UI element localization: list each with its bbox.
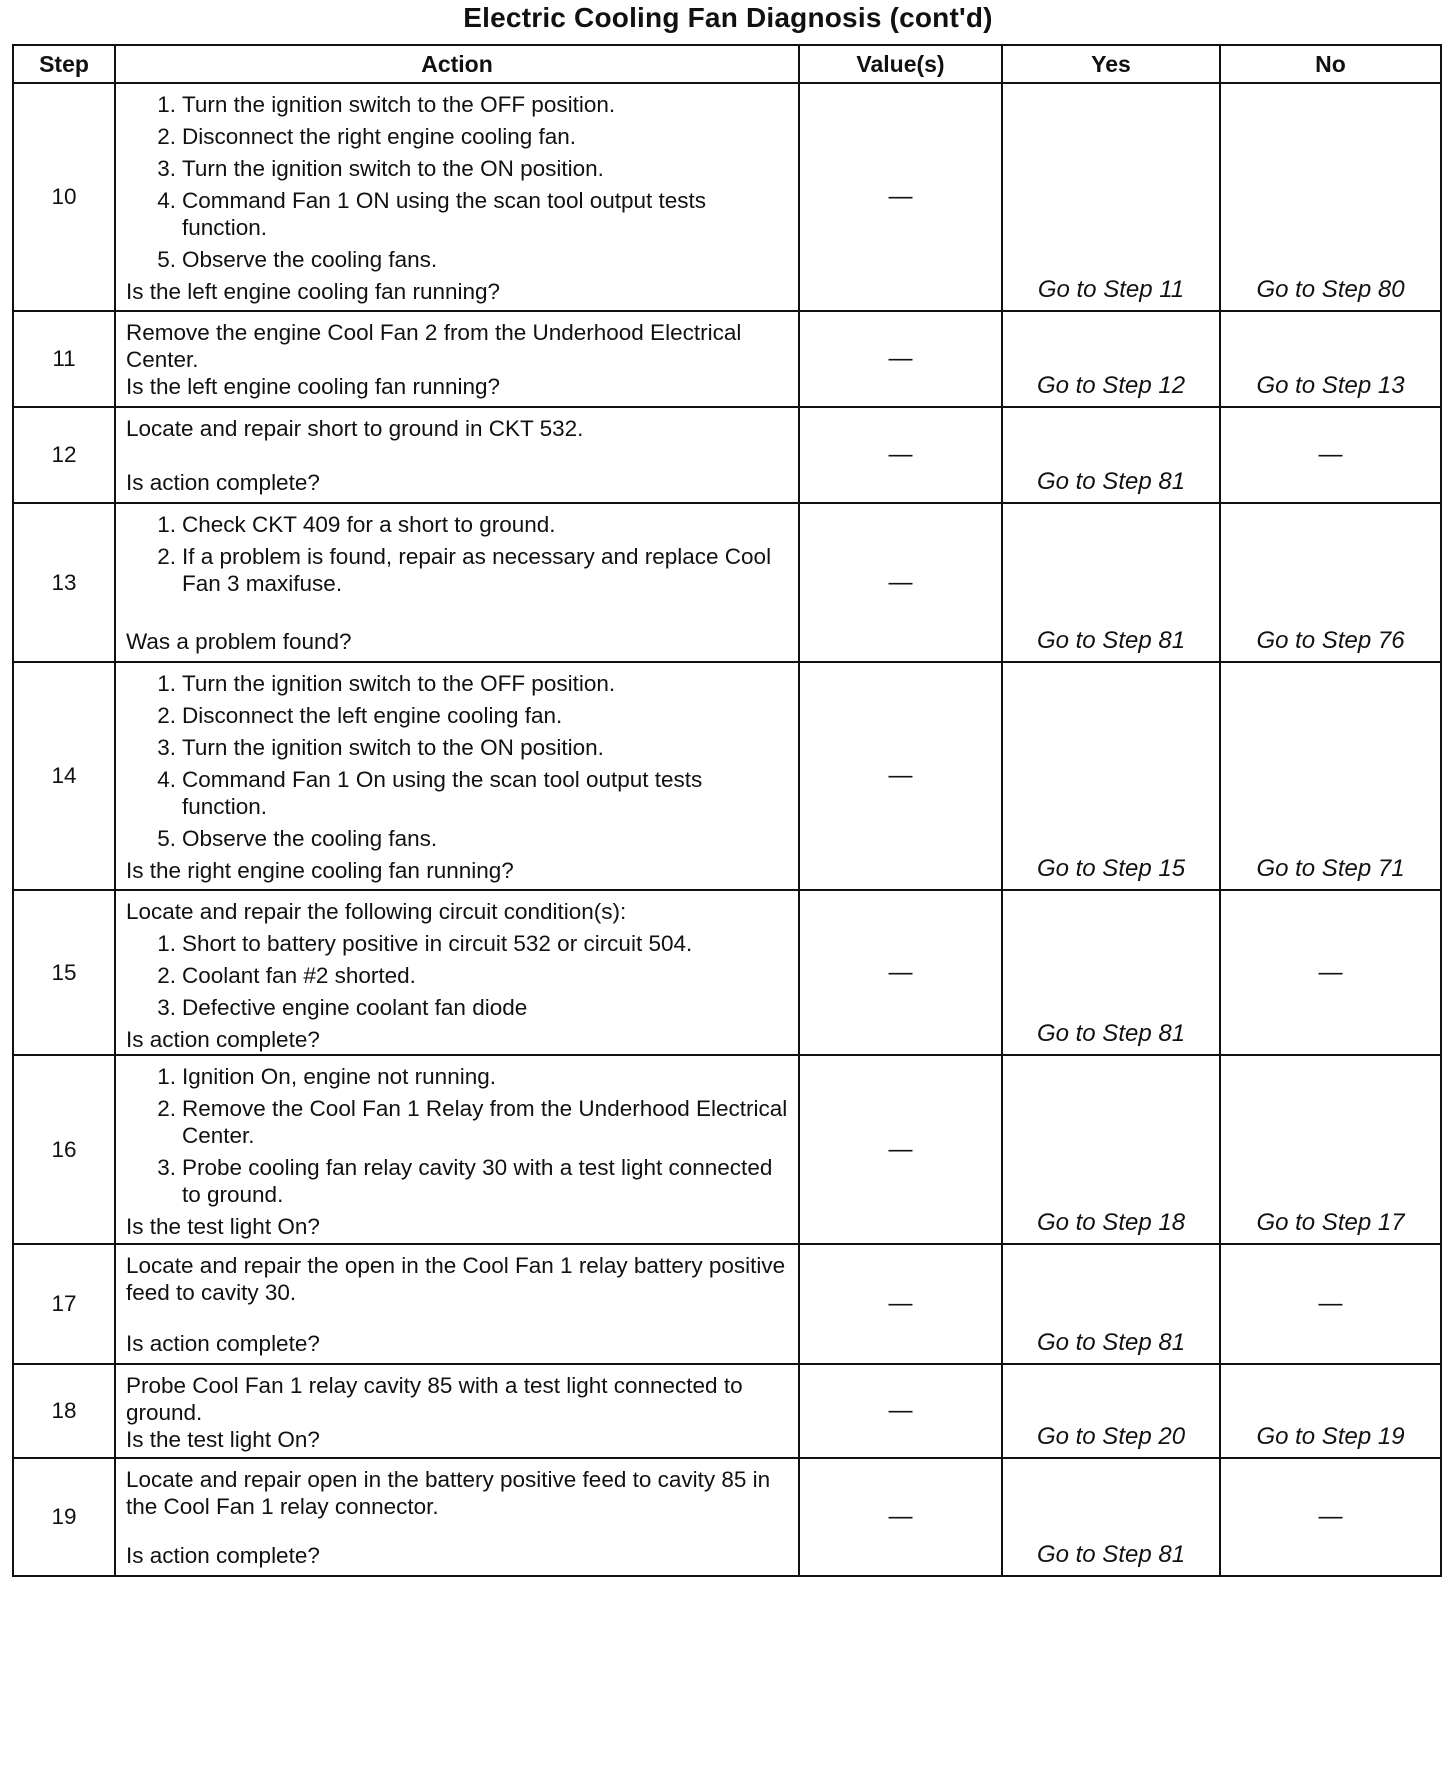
step-number: 17 (13, 1244, 115, 1364)
step-number: 18 (13, 1364, 115, 1458)
table-row (13, 407, 1441, 503)
no-cell: — (1220, 1244, 1441, 1364)
page-title: Electric Cooling Fan Diagnosis (cont'd) (463, 2, 993, 33)
value-cell: — (799, 1458, 1002, 1576)
step-list (126, 91, 788, 278)
no-cell: Go to Step 13 (1220, 311, 1441, 407)
question: Is the test light On? (126, 1427, 320, 1452)
list-item: 2. Disconnect the left engine cooling fan. (157, 703, 563, 728)
list-item: 4. Command Fan 1 On using the scan tool output tests function. (157, 767, 703, 819)
value-cell: — (799, 311, 1002, 407)
list-item: 3. Probe cooling fan relay cavity 30 with a test light connected to ground. (157, 1155, 773, 1207)
table-row (13, 311, 1441, 407)
step-number: 14 (13, 662, 115, 890)
no-cell: — (1220, 1458, 1441, 1576)
list-item: 3. Defective engine coolant fan diode (157, 995, 528, 1020)
question: Is action complete? (126, 1331, 320, 1356)
header-action: Action (115, 45, 799, 83)
step-number: 13 (13, 503, 115, 662)
no-cell: — (1220, 890, 1441, 1055)
step-list (126, 930, 788, 1021)
table-row (13, 890, 1441, 1055)
step-number: 11 (13, 311, 115, 407)
step-list (126, 1063, 788, 1213)
yes-cell: Go to Step 81 (1002, 1458, 1220, 1576)
action-cell (115, 1458, 799, 1576)
list-item: 3. Turn the ignition switch to the ON position. (157, 156, 604, 181)
yes-cell: Go to Step 81 (1002, 1244, 1220, 1364)
yes-cell: Go to Step 18 (1002, 1055, 1220, 1244)
step-list (126, 670, 788, 857)
action-cell (115, 1055, 799, 1244)
value-cell: — (799, 1055, 1002, 1244)
table-row (13, 662, 1441, 890)
list-item: 1. Check CKT 409 for a short to ground. (157, 512, 556, 537)
action-text: Locate and repair open in the battery positive feed to cavity 85 in the Cool Fan 1 relay connector. (126, 1467, 771, 1519)
yes-cell: Go to Step 15 (1002, 662, 1220, 890)
list-item: 2. Coolant fan #2 shorted. (157, 963, 416, 988)
list-item: 3. Turn the ignition switch to the ON position. (157, 735, 604, 760)
yes-cell: Go to Step 81 (1002, 503, 1220, 662)
step-number: 10 (13, 83, 115, 311)
diagnosis-table (12, 44, 1442, 1577)
list-item: 4. Command Fan 1 ON using the scan tool output tests function. (157, 188, 707, 240)
list-item: 1. Turn the ignition switch to the OFF position. (157, 92, 616, 117)
table-header-row (13, 45, 1441, 83)
no-cell: Go to Step 19 (1220, 1364, 1441, 1458)
action-cell (115, 662, 799, 890)
value-cell: — (799, 503, 1002, 662)
action-cell (115, 311, 799, 407)
yes-cell: Go to Step 81 (1002, 890, 1220, 1055)
yes-cell: Go to Step 12 (1002, 311, 1220, 407)
table-row (13, 1244, 1441, 1364)
question: Is the right engine cooling fan running? (126, 858, 514, 883)
list-item: 2. Remove the Cool Fan 1 Relay from the Underhood Electrical Center. (157, 1096, 788, 1148)
action-text: Remove the engine Cool Fan 2 from the Underhood Electrical Center. (126, 320, 742, 372)
no-cell: Go to Step 71 (1220, 662, 1441, 890)
question: Is the left engine cooling fan running? (126, 374, 501, 399)
yes-cell: Go to Step 20 (1002, 1364, 1220, 1458)
question: Is the left engine cooling fan running? (126, 279, 501, 304)
header-values: Value(s) (799, 45, 1002, 83)
list-item: 1. Short to battery positive in circuit 532 or circuit 504. (157, 931, 693, 956)
action-cell (115, 1364, 799, 1458)
action-text: Locate and repair the following circuit condition(s): (126, 899, 627, 924)
step-number: 12 (13, 407, 115, 503)
table-row (13, 1364, 1441, 1458)
step-number: 19 (13, 1458, 115, 1576)
question: Is action complete? (126, 470, 320, 495)
no-cell: — (1220, 407, 1441, 503)
no-cell: Go to Step 17 (1220, 1055, 1441, 1244)
question: Is the test light On? (126, 1214, 320, 1239)
value-cell: — (799, 407, 1002, 503)
list-item: 1. Turn the ignition switch to the OFF position. (157, 671, 616, 696)
no-cell: Go to Step 80 (1220, 83, 1441, 311)
action-text: Locate and repair the open in the Cool Fan 1 relay battery positive feed to cavity 30. (126, 1253, 786, 1305)
list-item: 2. If a problem is found, repair as necessary and replace Cool Fan 3 maxifuse. (157, 544, 772, 596)
action-text: Locate and repair short to ground in CKT 532. (126, 416, 584, 441)
list-item: 2. Disconnect the right engine cooling fan. (157, 124, 577, 149)
yes-cell: Go to Step 81 (1002, 407, 1220, 503)
step-number: 16 (13, 1055, 115, 1244)
header-no: No (1220, 45, 1441, 83)
list-item: 1. Ignition On, engine not running. (157, 1064, 496, 1089)
value-cell: — (799, 890, 1002, 1055)
action-cell (115, 1244, 799, 1364)
action-cell (115, 83, 799, 311)
no-cell: Go to Step 76 (1220, 503, 1441, 662)
action-cell (115, 503, 799, 662)
question: Was a problem found? (126, 629, 352, 654)
table-row (13, 503, 1441, 662)
action-cell (115, 890, 799, 1055)
action-text: Probe Cool Fan 1 relay cavity 85 with a test light connected to ground. (126, 1373, 743, 1425)
table-row (13, 83, 1441, 311)
table-row (13, 1458, 1441, 1576)
value-cell: — (799, 1244, 1002, 1364)
value-cell: — (799, 662, 1002, 890)
yes-cell: Go to Step 11 (1002, 83, 1220, 311)
value-cell: — (799, 1364, 1002, 1458)
list-item: 5. Observe the cooling fans. (157, 247, 438, 272)
question: Is action complete? (126, 1543, 320, 1568)
header-yes: Yes (1002, 45, 1220, 83)
step-number: 15 (13, 890, 115, 1055)
action-cell (115, 407, 799, 503)
list-item: 5. Observe the cooling fans. (157, 826, 438, 851)
value-cell: — (799, 83, 1002, 311)
question: Is action complete? (126, 1027, 320, 1052)
header-step: Step (13, 45, 115, 83)
table-row (13, 1055, 1441, 1244)
step-list (126, 511, 788, 602)
